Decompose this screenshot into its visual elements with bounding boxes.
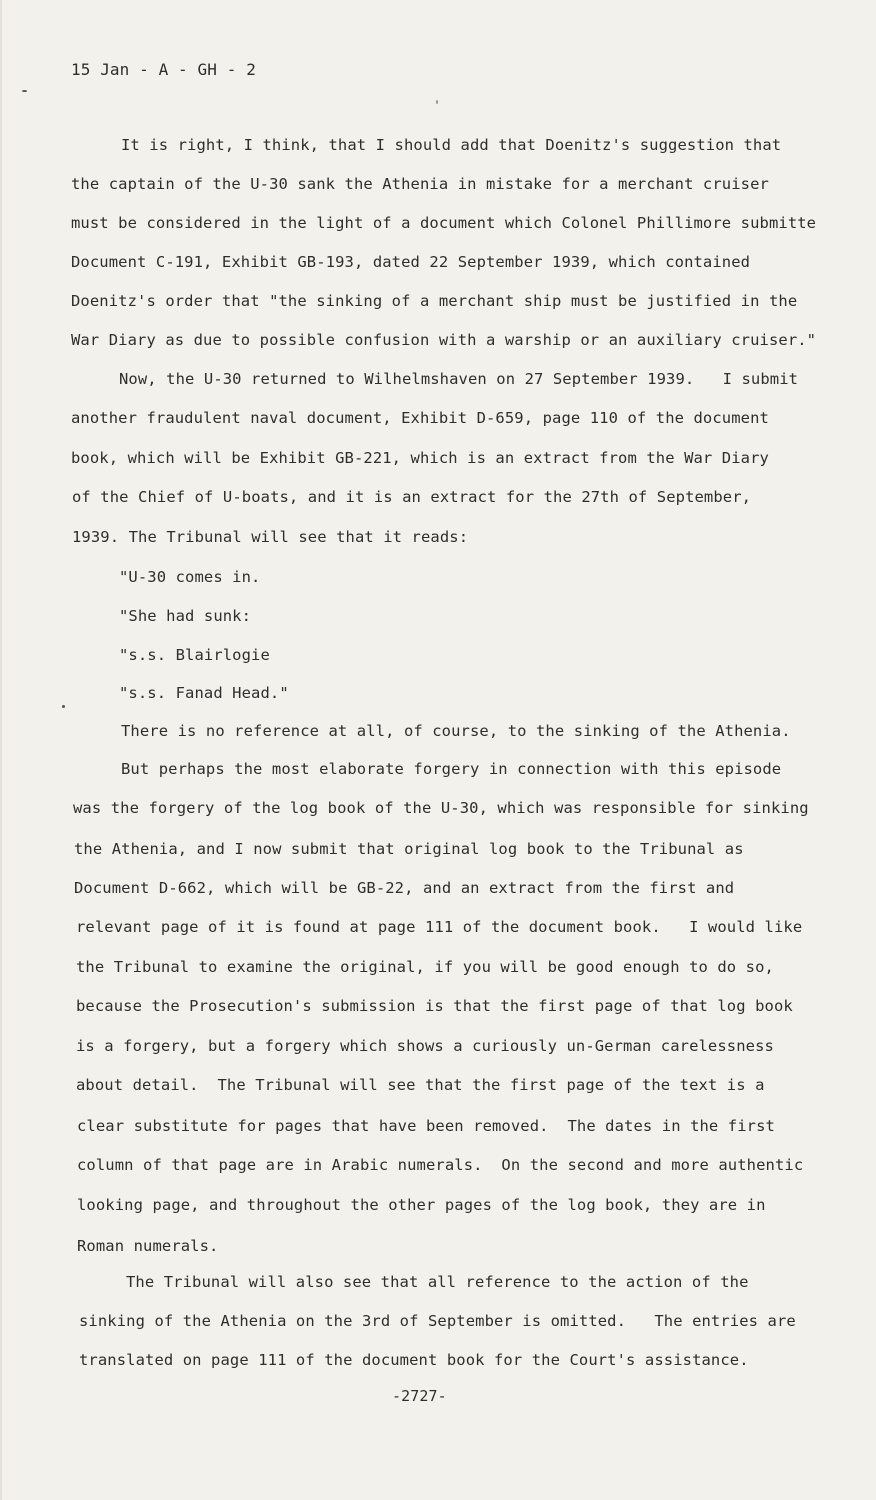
text-line: the Tribunal to examine the original, if you will be good enough to do so, (76, 958, 774, 976)
text-line: was the forgery of the log book of the U-30, which was responsible for sinking (73, 799, 809, 817)
speck-mark (22, 90, 27, 92)
text-line: about detail. The Tribunal will see that the first page of the text is a (76, 1076, 765, 1094)
text-line: Doenitz's order that "the sinking of a merchant ship must be justified in the (71, 292, 798, 310)
quote-line: "s.s. Blairlogie (119, 646, 270, 664)
text-line: the captain of the U-30 sank the Athenia in mistake for a merchant cruiser (71, 175, 769, 193)
text-line: clear substitute for pages that have been removed. The dates in the first (77, 1117, 775, 1135)
text-line: the Athenia, and I now submit that original log book to the Tribunal as (74, 840, 744, 858)
text-line: because the Prosecution's submission is that the first page of that log book (76, 997, 793, 1015)
text-line: must be considered in the light of a document which Colonel Phillimore submitte (71, 214, 817, 232)
quote-line: "s.s. Fanad Head." (119, 684, 289, 702)
text-line: Document C-191, Exhibit GB-193, dated 22 September 1939, which contained (71, 253, 751, 271)
text-line: translated on page 111 of the document book for the Court's assistance. (79, 1351, 749, 1369)
text-line: column of that page are in Arabic numerals. On the second and more authentic (77, 1156, 804, 1174)
text-line: Roman numerals. (77, 1237, 219, 1255)
text-line: Now, the U-30 returned to Wilhelmshaven on 27 September 1939. I submit (119, 370, 799, 388)
text-line: book, which will be Exhibit GB-221, which is an extract from the War Diary (71, 449, 769, 467)
page-number: -2727- (392, 1387, 447, 1405)
quote-line: "U-30 comes in. (119, 568, 261, 586)
text-line: But perhaps the most elaborate forgery in connection with this episode (121, 760, 782, 778)
speck-mark (62, 705, 65, 708)
text-line: looking page, and throughout the other pages of the log book, they are in (77, 1196, 766, 1214)
text-line: The Tribunal will also see that all reference to the action of the (126, 1273, 749, 1291)
text-line: It is right, I think, that I should add that Doenitz's suggestion that (121, 136, 782, 154)
text-line: relevant page of it is found at page 111 of the document book. I would like (76, 918, 803, 936)
text-line: 1939. The Tribunal will see that it reads: (72, 528, 469, 546)
text-line: of the Chief of U-boats, and it is an extract for the 27th of September, (72, 488, 752, 506)
page-header: 15 Jan - A - GH - 2 (71, 60, 256, 79)
text-line: Document D-662, which will be GB-22, and an extract from the first and (74, 879, 735, 897)
text-line: War Diary as due to possible confusion with a warship or an auxiliary cruiser." (71, 331, 817, 349)
text-line: sinking of the Athenia on the 3rd of September is omitted. The entries are (79, 1312, 796, 1330)
speck-mark (436, 100, 438, 104)
text-line: There is no reference at all, of course, to the sinking of the Athenia. (121, 722, 791, 740)
text-line: is a forgery, but a forgery which shows a curiously un-German carelessness (76, 1037, 774, 1055)
quote-line: "She had sunk: (119, 607, 252, 625)
text-line: another fraudulent naval document, Exhibit D-659, page 110 of the document (71, 409, 769, 427)
